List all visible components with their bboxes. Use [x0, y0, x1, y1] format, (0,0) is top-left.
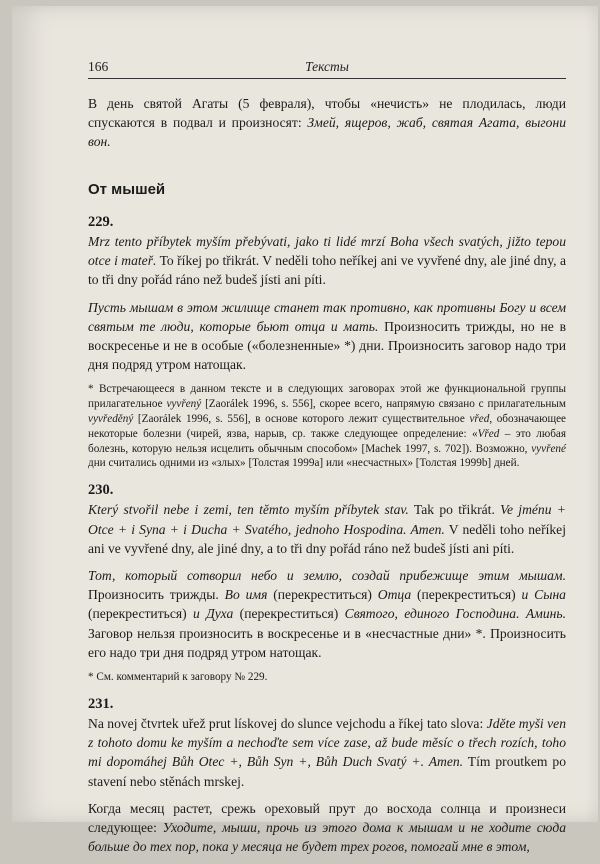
entry-230-russian: Тот, который сотворил небо и землю, создай прибежище этим мышам. Произносить трижды. Во имя (перекреститься) Отца (перекреститься) и Сына (перекреститься) и Духа (перекреститься) Святого, единого Господина. Аминь. Заговор нельзя произносить в воскресенье и в «несчастные дни» *. Произносить его надо три дня подряд утром натощак.	[88, 568, 566, 660]
intro-paragraph: В день святой Агаты (5 февраля), чтобы «нечисть» не плодилась, люди спускаются в подвал и произносят: Змей, ящеров, жаб, святая Агата, выгони вон.	[88, 96, 566, 150]
entry-number-229: 229.	[88, 213, 114, 230]
footnote-230: * См. комментарий к заговору № 229.	[88, 671, 268, 684]
page-content	[88, 94, 566, 864]
page-header	[88, 58, 566, 79]
entry-229-czech: Mrz tento příbytek myším přebývati, jako ti lidé mrzí Boha všech svatých, jižto tepou otce i mateř. To říkej po třikrát. V neděli toho neříkej ani ve vyvřené dny, ale jiné dny, a to tři dny pořád ráno než budeš jísti ani píti.	[88, 234, 567, 288]
entry-230-czech: Který stvořil nebe i zemi, ten tĕmto myším příbytek stav. Tak po třikrát. Ve jménu + Otce + i Syna + i Ducha + Svatého, jednoho Hospodina. Amen. V neděli toho neříkej ani ve vyvřené dny, ale jiné dny, a to tři dny pořád ráno než budeš jísti ani píti.	[88, 502, 566, 556]
entry-number-230: 230.	[88, 482, 114, 499]
entry-number-231: 231.	[88, 695, 114, 712]
running-title: Тексты	[305, 59, 349, 74]
entry-229-russian: Пусть мышам в этом жилище станет так противно, как противны Богу и всем святым те люди, которые бьют отца и мать. Произносить трижды, но не в воскресенье и не в особые («болезненные» *) дни. Произносить заговор надо три дня подряд утром натощак.	[88, 299, 566, 373]
entry-231-russian: Когда месяц растет, срежь ореховый прут до восхода солнца и произнеси следующее: Уходите, мыши, прочь из этого дома к мышам и не ходите сюда больше до тех пор, пока у месяца не будет трех рогов, помогай мне в этом,	[88, 800, 567, 855]
section-title: От мышей	[88, 180, 166, 198]
page-number: 166	[88, 59, 109, 74]
footnote-229: * Встречающееся в данном тексте и в следующих заговорах этой же функциональной группы прилагательное vyvřený [Zaorálek 1996, s. 556], скорее всего, напрямую связано с прилагательным vyvředěný [Zaorálek 1996, s. 556], в основе которого лежит существительное vřed, обозначающее некоторые болезни (чирей, язва, нарыв, ср. также следующее определение: «Vřed – это любая болезнь, которую нельзя исцелить обычным способом» [Machek 1997, s. 702]). Возможно, vyvřené дни считались одними из «злых» [Толстая 1999а] или «несчастных» [Толстая 1999b] дней.	[88, 383, 567, 470]
entry-231-czech: Na novej čtvrtek uřež prut lískovej do slunce vejchodu a říkej tato slova: Jděte myši ven z tohoto domu ke myším a nechoďte sem více zase, až bude měsíc o třech rozích, toho mi dopomáhej Bůh Otec +, Bůh Syn +, Bůh Duch Svatý +. Amen. Tím proutkem po stavení nebo stěnách mrskej.	[88, 716, 567, 789]
book-page	[12, 6, 598, 855]
